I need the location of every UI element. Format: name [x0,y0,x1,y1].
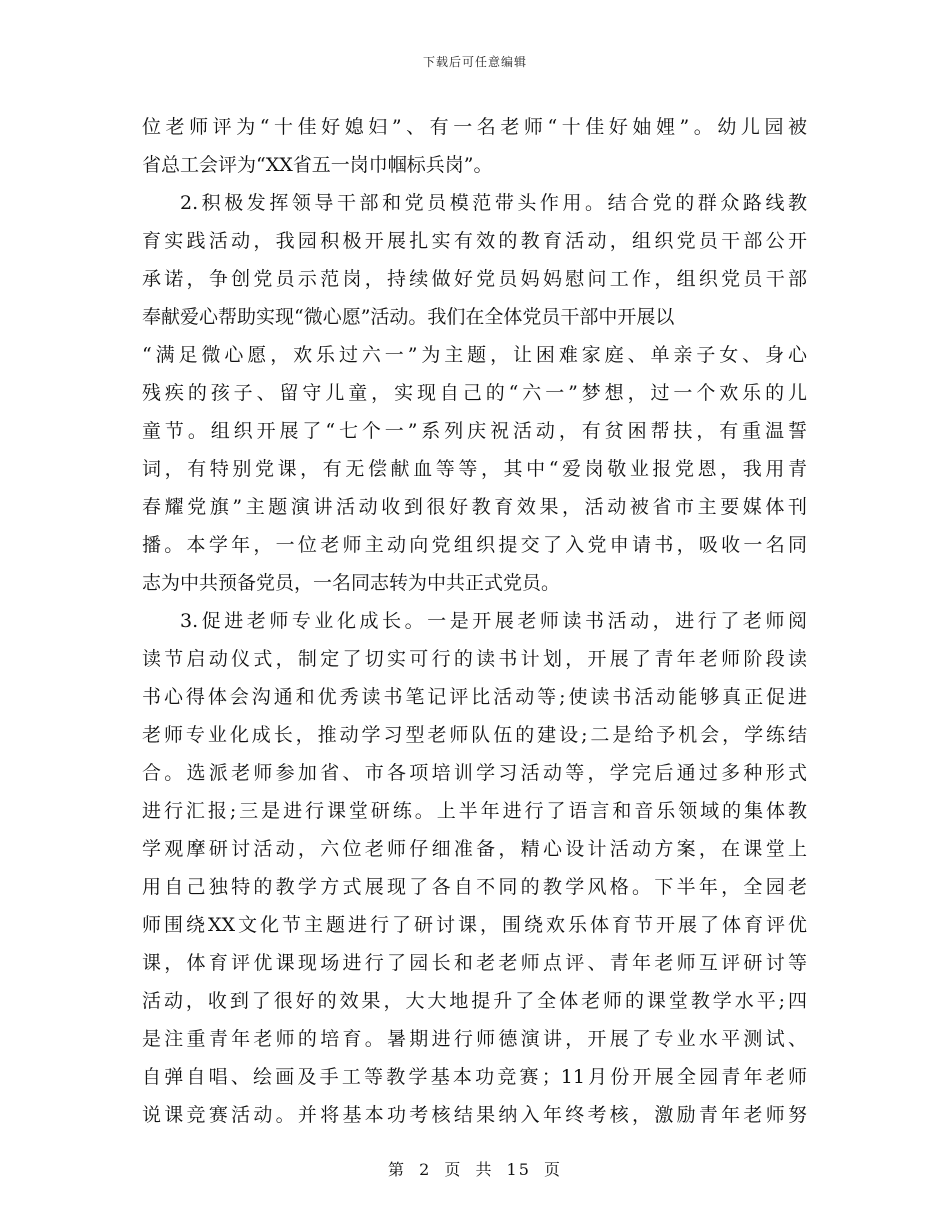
paragraph-line: “满足微心愿，欢乐过六一”为主题，让困难家庭、单亲子女、身心 [142,344,807,366]
paragraph-line: 承诺，争创党员示范岗，持续做好党员妈妈慰问工作，组织党员干部 [142,268,807,290]
paragraph-line: 书心得体会沟通和优秀读书笔记评比活动等;使读书活动能够真正促进 [142,686,807,708]
paragraph-line: 育实践活动，我园积极开展扎实有效的教育活动，组织党员干部公开 [142,230,807,252]
paragraph-line: 春耀党旗”主题演讲活动收到很好教育效果，活动被省市主要媒体刊 [142,496,807,518]
paragraph-line: 省总工会评为“XX省五一岗巾帼标兵岗”。 [142,154,493,176]
paragraph-line: 用自己独特的教学方式展现了各自不同的教学风格。下半年，全园老 [142,876,807,898]
paragraph-line: 合。选派老师参加省、市各项培训学习活动等，学完后通过多种形式 [142,762,807,784]
paragraph-line: 志为中共预备党员，一名同志转为中共正式党员。 [142,572,561,594]
paragraph-line: 残疾的孩子、留守儿童，实现自己的“六一”梦想，过一个欢乐的儿 [142,382,807,404]
paragraph-line: 师围绕XX文化节主题进行了研讨课，围绕欢乐体育节开展了体育评优 [142,914,807,936]
paragraph-line: 进行汇报;三是进行课堂研练。上半年进行了语言和音乐领域的集体教 [142,800,807,822]
page-number-footer: 第 2 页 共 15 页 [388,1160,562,1179]
paragraph-line: 自弹自唱、绘画及手工等教学基本功竞赛；11月份开展全园青年老师 [142,1066,807,1088]
paragraph-line: 是注重青年老师的培育。暑期进行师德演讲，开展了专业水平测试、 [142,1028,807,1050]
paragraph-line: 童节。组织开展了“七个一”系列庆祝活动，有贫困帮扶，有重温誓 [142,420,807,442]
paragraph-line: 活动，收到了很好的效果，大大地提升了全体老师的课堂教学水平;四 [142,990,807,1012]
paragraph-line: 播。本学年，一位老师主动向党组织提交了入党申请书，吸收一名同 [142,534,807,556]
paragraph-first-line: 2.积极发挥领导干部和党员模范带头作用。结合党的群众路线教 [180,192,807,214]
paragraph-first-line: 3.促进老师专业化成长。一是开展老师读书活动，进行了老师阅 [180,610,807,632]
paragraph-line: 读节启动仪式，制定了切实可行的读书计划，开展了青年老师阶段读 [142,648,807,670]
paragraph-line: 说课竞赛活动。并将基本功考核结果纳入年终考核，激励青年老师努 [142,1104,807,1126]
page-header: 下载后可任意编辑 [422,55,527,69]
document-body [142,108,807,1134]
paragraph-line: 课，体育评优课现场进行了园长和老老师点评、青年老师互评研讨等 [142,952,807,974]
paragraph-line: 学观摩研讨活动，六位老师仔细准备，精心设计活动方案，在课堂上 [142,838,807,860]
paragraph-line: 老师专业化成长，推动学习型老师队伍的建设;二是给予机会，学练结 [142,724,807,746]
paragraph-line: 词，有特别党课，有无偿献血等等，其中“爱岗敬业报党恩，我用青 [142,458,807,480]
paragraph-line: 位老师评为“十佳好媳妇”、有一名老师“十佳好妯娌”。幼儿园被 [142,116,807,138]
paragraph-line: 奉献爱心帮助实现“微心愿”活动。我们在全体党员干部中开展以 [142,306,675,328]
